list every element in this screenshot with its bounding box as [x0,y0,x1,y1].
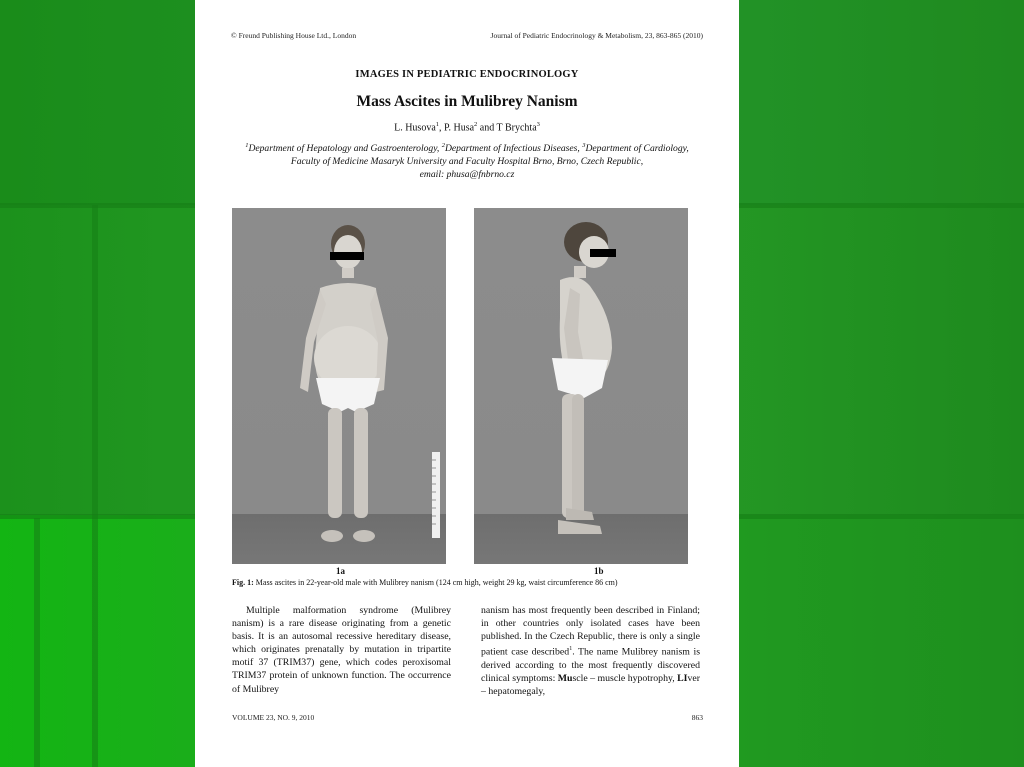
body-text: ver – hepatomegaly, [481,672,700,697]
page-number: 863 [691,713,703,722]
volume-footer: VOLUME 23, NO. 9, 2010 [232,713,315,722]
article-title: Mass Ascites in Mulibrey Nanism [356,93,578,110]
background-rule [34,518,40,767]
figure-caption [232,578,709,587]
author-separator: , [439,122,445,134]
body-text: scle – muscle hypotrophy, [572,672,678,684]
figure-label-1a: 1a [336,566,345,576]
body-column-right [481,604,700,698]
body-text: . The name Mulibrey nanism is derived according to the most frequently discovered clinical symptoms: [481,646,701,684]
body-column-left: Multiple malformation syndrome (Mulibrey nanism) is a rare disease originating from a genetic basis. It is an autosomal recessive hereditary disease, which originates prenatally by mutation in tripartite motif 37 (TRIM37) gene, which codes peroxisomal TRIM37 protein of unknown function. The occurrence of Mulibrey [232,605,451,695]
affiliation-mark: 1 [245,142,249,149]
caption-text: Mass ascites in 22-year-old male with Mulibrey nanism (124 cm high, weight 29 kg, waist circumference 86 cm) [253,578,618,587]
section-heading: IMAGES IN PEDIATRIC ENDOCRINOLOGY [355,69,579,80]
patient-front-figure [232,208,446,564]
affiliation-3: Department of Cardiology, Faculty of Medicine Masaryk University and Faculty Hospital Brno, Brno, Czech Republic, [290,143,689,168]
contact-email: email: phusa@fnbrno.cz [419,169,515,181]
author-affiliation-mark: 1 [435,121,440,128]
affiliation-mark: 3 [582,142,586,149]
affiliation-2: Department of Infectious Diseases, [444,143,583,155]
citation-mark: 1 [569,646,573,653]
author-name: P. Husa [444,122,475,134]
background-rule [92,205,98,767]
patient-photo-side [474,208,688,564]
affiliations [235,139,699,181]
author-separator: and [477,122,497,134]
caption-label: Fig. 1: [232,578,254,587]
author-list [195,121,739,133]
affiliation-1: Department of Hepatology and Gastroenterology, [248,143,442,155]
author-name: L. Husova [394,122,436,134]
author-affiliation-mark: 3 [536,121,540,128]
publisher-header: © Freund Publishing House Ltd., London [231,31,357,40]
journal-page [195,0,739,767]
affiliation-mark: 2 [441,142,445,149]
author-affiliation-mark: 2 [474,121,478,128]
journal-header: Journal of Pediatric Endocrinology & Metabolism, 23, 863-865 (2010) [490,31,703,40]
acronym-bold: LI [677,672,688,684]
acronym-bold: Mu [557,672,573,684]
figure-label-1b: 1b [594,566,604,576]
body-text: nanism has most frequently been described in Finland; in other countries only isolated cases have been published. In the Czech Republic, there is only a single patient case described [481,605,700,658]
patient-photo-front [232,208,446,564]
patient-side-figure [474,208,688,564]
author-name: T Brychta [496,122,537,134]
